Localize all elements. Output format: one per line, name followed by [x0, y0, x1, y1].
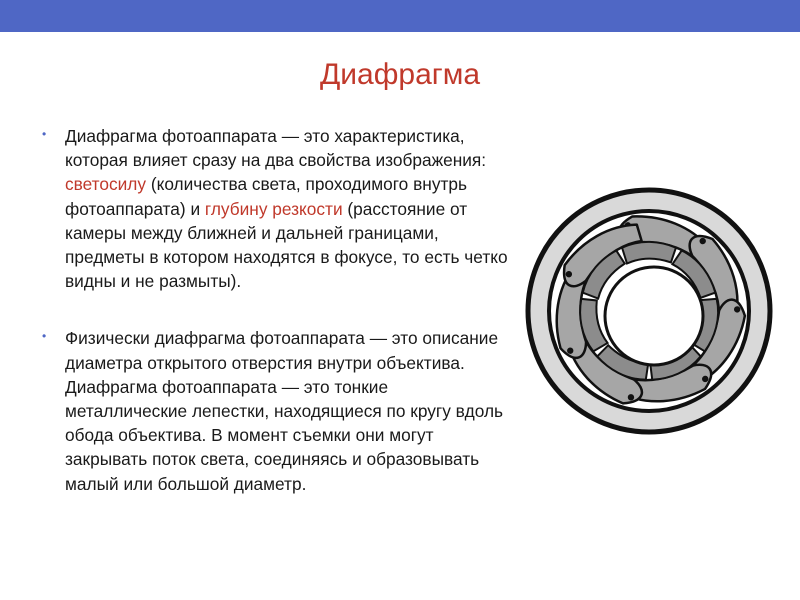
aperture-opening — [605, 267, 703, 365]
aperture-diaphragm-icon — [524, 186, 774, 436]
bullet-icon: • — [42, 127, 47, 141]
slide-content — [42, 124, 514, 496]
bullet-2-text: Физически диафрагма фотоаппарата — это описание диаметра открытого отверстия внутри объектива. Диафрагма фотоаппарата — это тонкие металлические лепестки, находящиеся по кругу вдоль обода объектива. В момент съемки они могут закрывать поток света, соединяясь и образовывать малый или большой диаметр. — [65, 328, 504, 494]
bullet-icon: • — [42, 329, 47, 344]
bullet-1-text-b: (количества света, проходимого внутрь фотоаппарата) и — [65, 174, 467, 219]
top-bar — [0, 0, 800, 32]
bullet-1-text-a: Диафрагма фотоаппарата — это характеристика, которая влияет сразу на два свойства изображения: — [65, 126, 487, 171]
slide-title: Диафрагма — [319, 58, 481, 91]
bullet-item-2 — [42, 326, 514, 495]
glubina-rezkosti-link[interactable]: глубину резкости — [204, 198, 343, 219]
svetosila-link[interactable]: светосилу — [65, 174, 147, 195]
bullet-1-text-c: (расстояние от камеры между ближней и дальней границами, предметы в котором находятся в фокусе, то есть четко видны и не размыты). — [65, 198, 508, 292]
bullet-item-1 — [42, 124, 514, 293]
